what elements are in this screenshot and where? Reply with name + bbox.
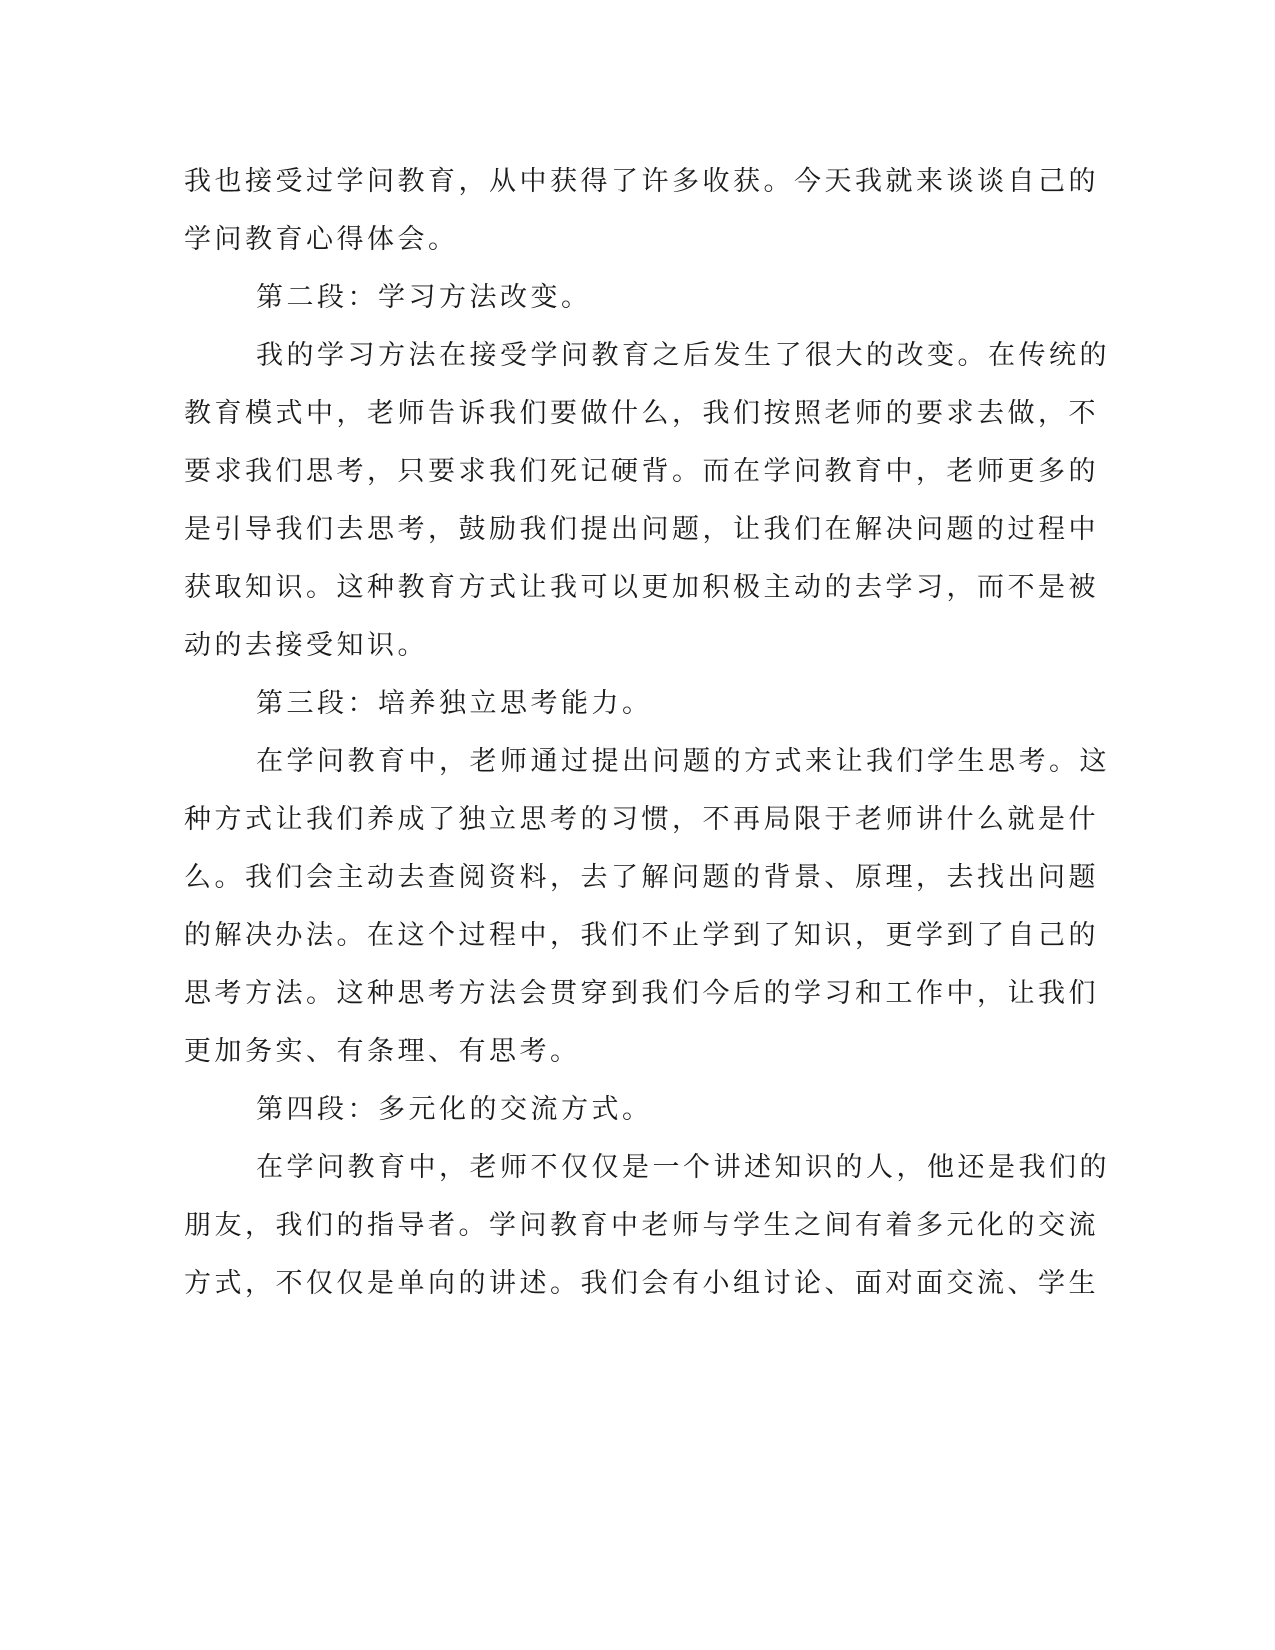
text-line: 教育模式中，老师告诉我们要做什么，我们按照老师的要求去做，不 [184,398,1099,429]
section-heading-3: 第三段：培养独立思考能力。 [256,688,653,719]
text-line: 我的学习方法在接受学问教育之后发生了很大的改变。在传统的 [256,340,1110,371]
text-line: 动的去接受知识。 [184,630,428,661]
text-line: 在学问教育中，老师不仅仅是一个讲述知识的人，他还是我们的 [256,1152,1110,1183]
text-line: 是引导我们去思考，鼓励我们提出问题，让我们在解决问题的过程中 [184,514,1099,545]
text-line: 学问教育心得体会。 [184,224,459,255]
text-line: 么。我们会主动去查阅资料，去了解问题的背景、原理，去找出问题 [184,862,1099,893]
text-line: 在学问教育中，老师通过提出问题的方式来让我们学生思考。这 [256,746,1110,777]
text-line: 方式，不仅仅是单向的讲述。我们会有小组讨论、面对面交流、学生 [184,1268,1099,1299]
section-heading-2: 第二段：学习方法改变。 [256,282,592,313]
text-line: 朋友，我们的指导者。学问教育中老师与学生之间有着多元化的交流 [184,1210,1099,1241]
text-line: 思考方法。这种思考方法会贯穿到我们今后的学习和工作中，让我们 [184,978,1099,1009]
text-line: 获取知识。这种教育方式让我可以更加积极主动的去学习，而不是被 [184,572,1099,603]
text-line: 的解决办法。在这个过程中，我们不止学到了知识，更学到了自己的 [184,920,1099,951]
text-line: 更加务实、有条理、有思考。 [184,1036,581,1067]
text-line: 我也接受过学问教育，从中获得了许多收获。今天我就来谈谈自己的 [184,166,1099,197]
text-line: 要求我们思考，只要求我们死记硬背。而在学问教育中，老师更多的 [184,456,1099,487]
text-line: 种方式让我们养成了独立思考的习惯，不再局限于老师讲什么就是什 [184,804,1099,835]
section-heading-4: 第四段：多元化的交流方式。 [256,1094,653,1125]
